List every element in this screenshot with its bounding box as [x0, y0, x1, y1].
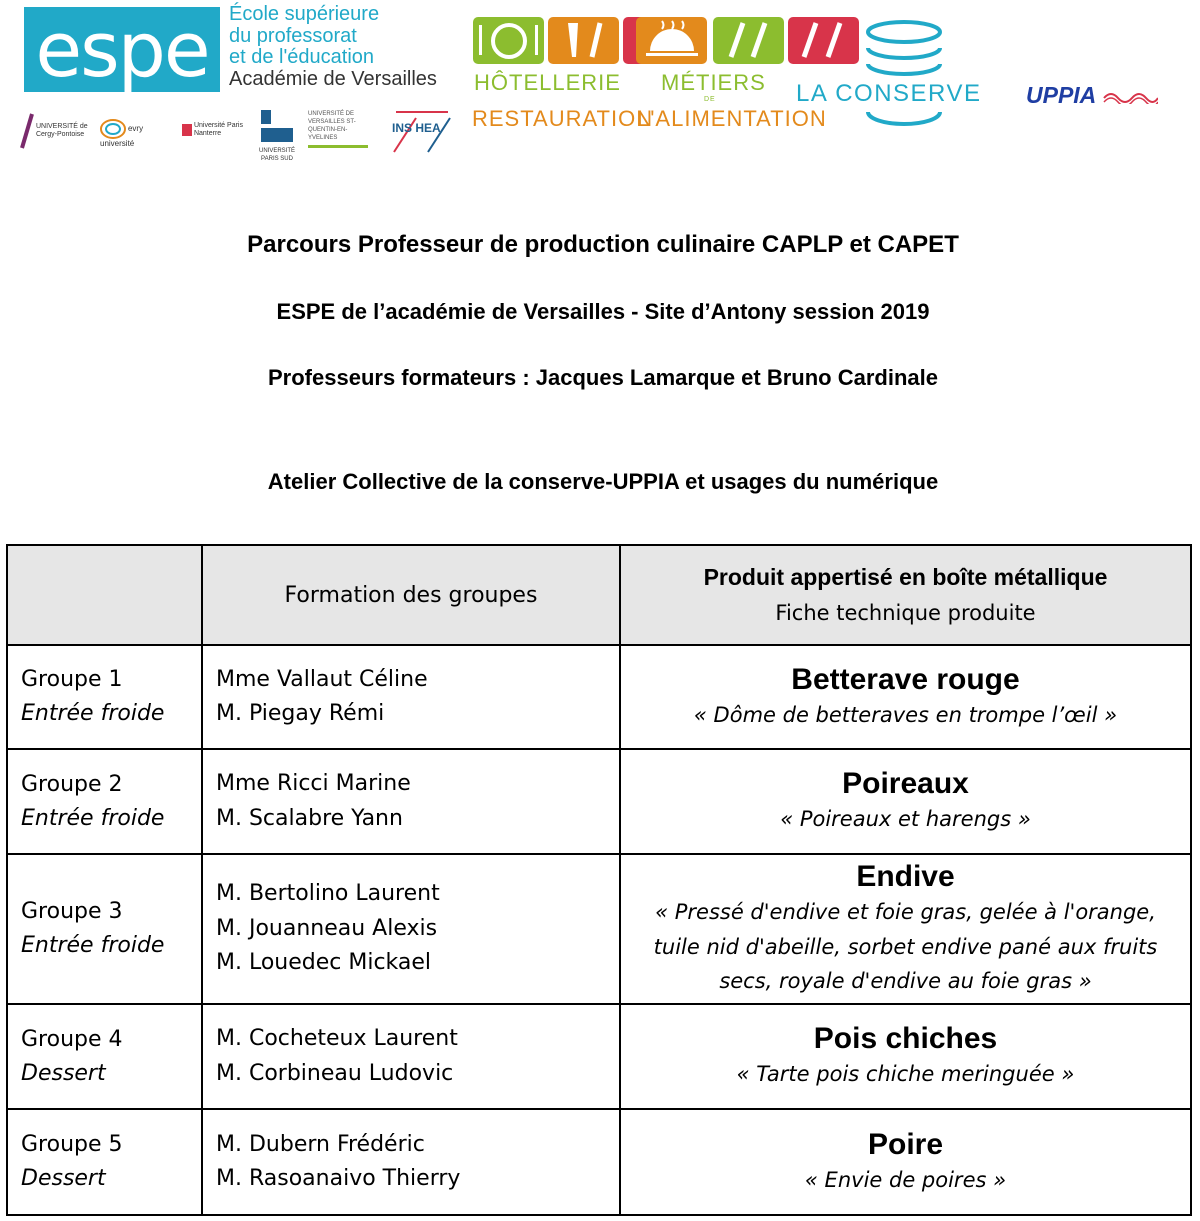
title-espe-site: ESPE de l’académie de Versailles - Site d’Antony session 2019	[276, 299, 930, 324]
member-name: M. Bertolino Laurent	[216, 881, 440, 907]
ins-hea-text: INS HEA	[392, 121, 441, 135]
versailles-text: UNIVERSITÉ DE VERSAILLES ST-QUENTIN-EN-YVELINES	[308, 111, 356, 141]
product-description: « Pressé d'endive et foie gras, gelée à l'orange, tuile nid d'abeille, sorbet endive pané aux fruits secs, royale d'endive au foie gras »	[653, 900, 1158, 994]
group-cell	[7, 1004, 202, 1109]
cloche-tile-icon	[636, 17, 707, 64]
logo-cergy	[20, 112, 92, 150]
title-formateurs: Professeurs formateurs : Jacques Lamarque et Bruno Cardinale	[268, 365, 938, 390]
member-name: M. Cocheteux Laurent	[216, 1026, 458, 1051]
member-name: M. Dubern Frédéric	[216, 1131, 425, 1157]
header-logos	[0, 0, 1200, 160]
group-category: Entrée froide	[21, 805, 165, 831]
product-cell	[620, 645, 1191, 749]
paris-sud-mark-icon	[259, 108, 295, 144]
product-cell	[620, 854, 1191, 1004]
member-name: M. Rasoanaivo Thierry	[216, 1166, 461, 1191]
product-name: Poireaux	[842, 767, 969, 801]
logo-paris-sud	[258, 108, 296, 163]
restauration-label: RESTAURATION	[472, 106, 654, 131]
product-name: Endive	[856, 860, 955, 894]
espe-caption	[229, 4, 437, 90]
group-cell	[7, 749, 202, 854]
evry-mark-icon	[100, 118, 126, 140]
bottle-tile-icon	[788, 17, 859, 64]
espe-caption-line3: et de l'éducation	[229, 46, 375, 68]
metiers-de-label: DE	[704, 96, 716, 103]
group-label: Groupe 2	[21, 771, 123, 797]
hotellerie-label: HÔTELLERIE	[474, 70, 621, 95]
group-label: Groupe 5	[21, 1132, 123, 1157]
product-name: Pois chiches	[813, 1022, 998, 1056]
group-cell	[7, 854, 202, 1004]
espe-logo	[24, 4, 220, 94]
group-label: Groupe 3	[21, 899, 123, 924]
glass-tile-icon	[548, 17, 619, 64]
member-name: M. Jouanneau Alexis	[216, 915, 438, 941]
product-description: « Tarte pois chiche meringuée »	[736, 1062, 1075, 1087]
product-name: Betterave rouge	[791, 662, 1020, 696]
group-category: Entrée froide	[21, 933, 165, 958]
group-cell	[7, 645, 202, 749]
product-description: « Envie de poires »	[804, 1167, 1007, 1192]
groups-table	[6, 544, 1192, 1216]
group-category: Entrée froide	[21, 701, 165, 726]
group-label: Groupe 4	[21, 1026, 123, 1052]
logo-evry	[100, 118, 178, 149]
cergy-mark-icon	[20, 112, 34, 150]
knife-tile-icon	[713, 17, 784, 64]
group-category: Dessert	[21, 1060, 106, 1086]
cergy-text: UNIVERSITÉ de Cergy-Pontoise	[35, 123, 88, 138]
member-name: Mme Ricci Marine	[216, 771, 411, 796]
table-header-row	[7, 545, 1191, 645]
espe-caption-line2: du professorat	[229, 24, 357, 47]
nanterre-text: Université Paris Nanterre	[193, 122, 243, 137]
espe-caption-line4: Académie de Versailles	[229, 67, 437, 90]
title-parcours: Parcours Professeur de production culinaire CAPLP et CAPET	[247, 231, 959, 258]
header-formation-text: Formation des groupes	[284, 582, 538, 608]
members-cell	[202, 1109, 620, 1215]
group-category: Dessert	[21, 1166, 106, 1191]
metiers-label: MÉTIERS	[661, 70, 766, 95]
title-atelier: Atelier Collective de la conserve-UPPIA et usages du numérique	[267, 469, 939, 494]
product-cell	[620, 749, 1191, 854]
header-empty-cell	[7, 545, 202, 645]
members-cell	[202, 1004, 620, 1109]
conserve-can-icon	[862, 18, 946, 130]
table-row	[7, 749, 1191, 854]
alimentation-label: L'ALIMENTATION	[637, 106, 827, 131]
group-label: Groupe 1	[21, 667, 123, 692]
header-produit	[620, 545, 1191, 645]
paris-sud-text: UNIVERSITÉ PARIS SUD	[258, 148, 295, 162]
product-description: « Dôme de betteraves en trompe l’œil »	[693, 702, 1118, 727]
product-cell	[620, 1004, 1191, 1109]
uppia-logo	[1026, 82, 1158, 109]
header-formation	[202, 545, 620, 645]
member-name: M. Louedec Mickael	[216, 950, 432, 976]
espe-logo-text: espe	[35, 4, 209, 94]
logo-versailles	[308, 110, 376, 148]
member-name: M. Piegay Rémi	[216, 701, 385, 726]
uppia-wave-icon	[1102, 90, 1158, 104]
header-produit-title: Produit appertisé en boîte métallique	[703, 564, 1108, 590]
logo-nanterre	[182, 122, 252, 138]
member-name: Mme Vallaut Céline	[216, 666, 428, 692]
evry-text: evry université	[100, 123, 144, 148]
table-row	[7, 1109, 1191, 1215]
logo-ins-hea	[386, 108, 458, 157]
member-name: M. Corbineau Ludovic	[216, 1060, 454, 1086]
la-conserve-label: LA CONSERVE	[796, 80, 982, 107]
product-cell	[620, 1109, 1191, 1215]
product-description: « Poireaux et harengs »	[780, 807, 1031, 832]
members-cell	[202, 854, 620, 1004]
uppia-text: UPPIA	[1026, 82, 1096, 108]
member-name: M. Scalabre Yann	[216, 805, 403, 831]
plate-tile-icon	[473, 17, 544, 64]
table-row	[7, 854, 1191, 1004]
nanterre-mark-icon	[182, 124, 192, 136]
group-cell	[7, 1109, 202, 1215]
members-cell	[202, 749, 620, 854]
espe-caption-line1: École supérieure	[229, 3, 380, 25]
header-produit-subtitle: Fiche technique produite	[775, 601, 1036, 625]
members-cell	[202, 645, 620, 749]
table-row	[7, 645, 1191, 749]
product-name: Poire	[867, 1127, 944, 1161]
table-row	[7, 1004, 1191, 1109]
